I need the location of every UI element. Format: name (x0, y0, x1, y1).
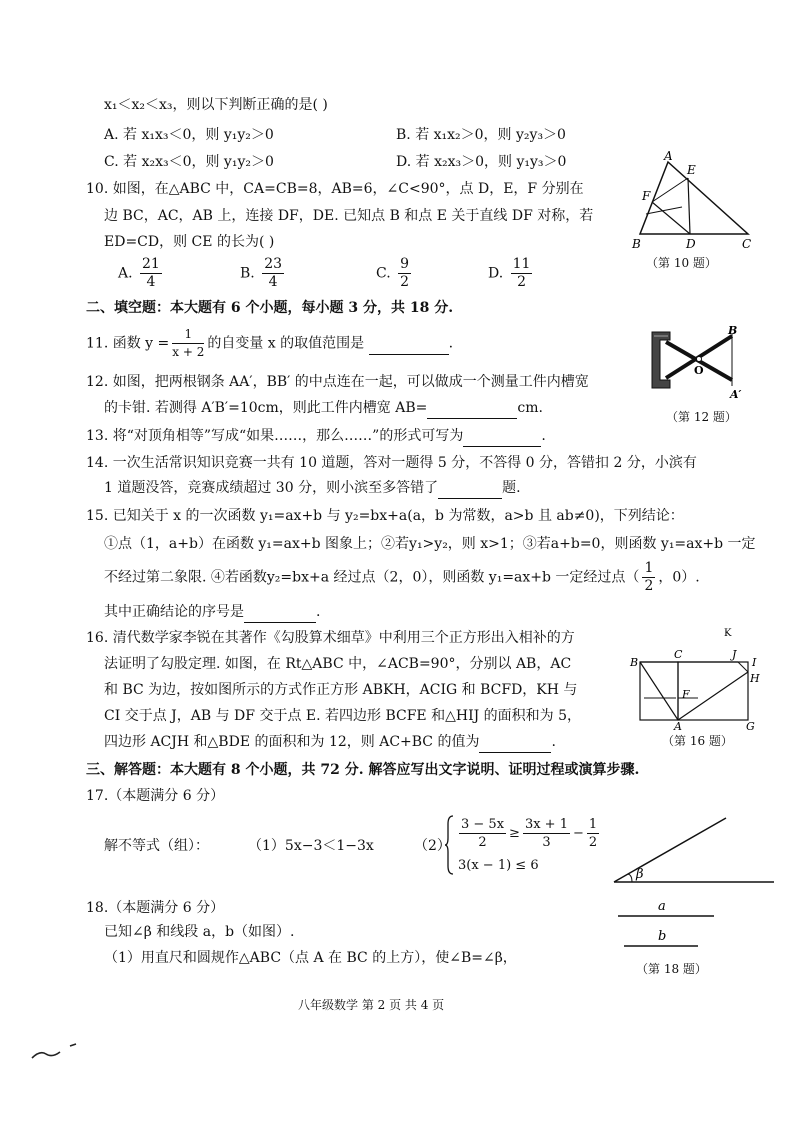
label-A: A (664, 149, 673, 163)
label-F: F (682, 688, 690, 701)
pen-mark (30, 1036, 90, 1066)
q12-line1: 12. 如图，把两根钢条 AA′，BB′ 的中点连在一起，可以做成一个测量工件内槽宽 (86, 374, 589, 390)
triangle-abc-diagram (632, 149, 762, 252)
q9-option-b: B. 若 x₁x₂＞0，则 y₂y₃＞0 (396, 127, 566, 143)
q10-figure (632, 149, 762, 274)
label-I: I (752, 656, 757, 669)
q11-line: 11. 函数 y = $\frac{1}{x + 2}$ 的自变量 x 的取值范围是 . (86, 327, 454, 359)
label-K: K (724, 628, 732, 639)
q15-answer-blank[interactable] (244, 602, 316, 623)
q16-line3: 和 BC 为边，按如图所示的方式作正方形 ABKH，ACIG 和 BCFD，KH 与 (104, 682, 578, 698)
q16-caption: （第 16 题） (662, 734, 733, 748)
section-2-heading: 二、填空题：本大题有 6 个小题，每小题 3 分，共 18 分. (86, 300, 454, 316)
segment-b-label: b (658, 929, 667, 944)
segments-figure (618, 898, 718, 988)
label-O: O (694, 364, 704, 377)
q13-line: 13. 将“对顶角相等”写成“如果……，那么……”的形式可写为 . (86, 426, 546, 447)
q13-answer-blank[interactable] (463, 426, 541, 447)
label-C: C (674, 648, 683, 661)
page-footer: 八年级数学 第 2 页 共 4 页 (298, 998, 445, 1012)
label-A: A (674, 720, 682, 733)
q14-answer-blank[interactable] (438, 478, 502, 499)
label-J: J (732, 648, 737, 661)
q10-line1: 10. 如图，在△ABC 中，CA=CB=8，AB=6，∠C<90°，点 D，E，F 分别在 (86, 181, 584, 197)
q12-answer-blank[interactable] (427, 398, 517, 419)
q10-option-b: B. $\frac{23}{4}$ (240, 256, 283, 290)
q16-line5: 四边形 ACJH 和△BDE 的面积和为 12，则 AC+BC 的值为 . (104, 732, 556, 753)
q10-line3: ED=CD，则 CE 的长为( ) (104, 234, 275, 250)
q17-part2-label: （2） (414, 838, 451, 854)
label-D: D (686, 237, 696, 251)
angle-beta-figure (612, 812, 782, 888)
caliper-diagram (648, 324, 748, 408)
q10-option-c: C. $\frac{9}{2}$ (376, 256, 410, 290)
label-beta: β (636, 867, 644, 882)
q14-line1: 14. 一次生活常识知识竞赛一共有 10 道题，答对一题得 5 分，不答得 0 分，答错扣 2 分，小滨有 (86, 455, 697, 471)
q16-figure (628, 628, 768, 754)
label-B: B (632, 237, 641, 251)
label-B: B (728, 324, 738, 337)
q16-line4: CI 交于点 J，AB 与 DF 交于点 E. 若四边形 BCFE 和△HIJ 的面积和为 5， (104, 708, 582, 724)
label-E: E (687, 163, 696, 177)
q11-answer-blank[interactable] (369, 334, 449, 355)
three-squares-diagram (628, 628, 768, 732)
q17-intro: 解不等式（组）： (104, 838, 209, 854)
q12-figure (648, 324, 748, 428)
q10-option-a: A. $\frac{21}{4}$ (118, 256, 160, 290)
q10-line2: 边 BC，AC，AB 上，连接 DF，DE. 已知点 B 和点 E 关于直线 DF 对称，若 (104, 208, 594, 224)
q14-line2: 1 道题没答，竞赛成绩超过 30 分，则小滨至多答错了 题. (104, 478, 521, 499)
q12-line2: 的卡钳. 若测得 A′B′=10cm，则此工件内槽宽 AB= cm. (104, 398, 543, 419)
label-F: F (642, 189, 651, 203)
q18-line1: 已知∠β 和线段 a，b（如图）. (104, 924, 295, 940)
q18-caption: （第 18 题） (636, 962, 707, 976)
q10-option-d: D. $\frac{11}{2}$ (488, 256, 531, 290)
label-G: G (746, 720, 755, 733)
label-A-prime: A′ (730, 388, 742, 401)
label-C: C (742, 237, 752, 251)
segment-a-label: a (658, 899, 666, 914)
q9-stem-continuation: x₁＜x₂＜x₃，则以下判断正确的是( ) (104, 97, 328, 113)
q9-option-d: D. 若 x₂x₃＞0，则 y₁y₃＞0 (396, 154, 567, 170)
q9-option-a: A. 若 x₁x₃＜0，则 y₁y₂＞0 (104, 127, 274, 143)
q17-system-line2: 3(x − 1) ≤ 6 (458, 858, 539, 873)
label-H: H (750, 672, 760, 685)
q17-system-line1: $\frac{3 - 5x}{2}$ ≥ $\frac{3x + 1}{3}$ − $\frac{1}{2}$ (461, 817, 598, 850)
system-brace (444, 814, 452, 876)
q15-line2: ①点（1，a+b）在函数 y₁=ax+b 图象上；②若y₁>y₂，则 x>1；③若a+b=0，则函数 y₁=ax+b 一定 (104, 536, 756, 552)
q17-header: 17.（本题满分 6 分） (86, 788, 225, 804)
q9-option-c: C. 若 x₂x₃＜0，则 y₁y₂＞0 (104, 154, 274, 170)
label-B: B (630, 656, 639, 669)
section-3-heading: 三、解答题：本大题有 8 个小题，共 72 分. 解答应写出文字说明、证明过程或演算步骤. (86, 762, 640, 778)
q12-caption: （第 12 题） (666, 410, 737, 424)
q15-line1: 15. 已知关于 x 的一次函数 y₁=ax+b 与 y₂=bx+a(a，b 为常数，a>b 且 ab≠0)，下列结论： (86, 508, 684, 524)
q17-part1: （1）5x−3＜1−3x (248, 838, 374, 854)
q16-line2: 法证明了勾股定理. 如图，在 Rt△ABC 中，∠ACB=90°，分别以 AB，AC (104, 656, 572, 672)
q15-line3: 不经过第二象限. ④若函数y₂=bx+a 经过点（2，0），则函数 y₁=ax+b 一定经过点（ $\frac{1}{2}$ ，0）. (104, 560, 700, 594)
q15-line4: 其中正确结论的序号是 . (104, 602, 320, 623)
q16-line1: 16. 清代数学家李锐在其著作《勾股算术细草》中利用三个正方形出入相补的方 (86, 630, 575, 646)
q18-line2: （1）用直尺和圆规作△ABC（点 A 在 BC 的上方），使∠B=∠β， (104, 950, 517, 966)
q10-caption: （第 10 题） (646, 256, 717, 270)
q18-header: 18.（本题满分 6 分） (86, 900, 225, 916)
q16-answer-blank[interactable] (479, 732, 551, 753)
